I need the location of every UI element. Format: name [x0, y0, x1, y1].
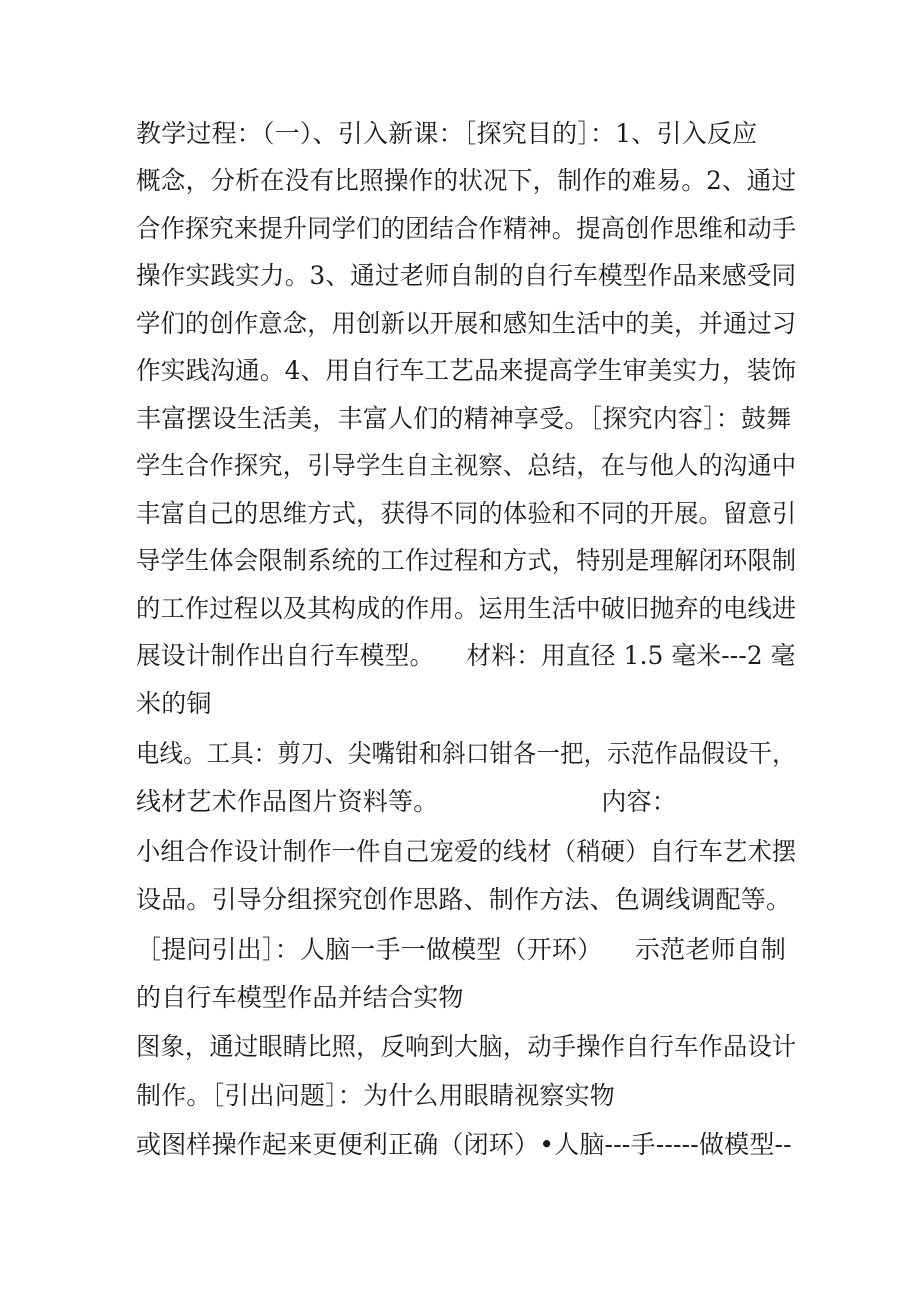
text-line: 的自行车模型作品并结合实物	[136, 983, 464, 1012]
text-line: ［提问引出］：人脑一手一做模型（开环） 示范老师自制	[136, 935, 787, 964]
text-line: 合作探究来提升同学们的团结合作精神。提高创作思维和动手	[136, 214, 797, 243]
text-line: 丰富自己的思维方式，获得不同的体验和不同的开展。留意引	[136, 499, 797, 528]
text-line: 展设计制作出自行车模型。 材料：用直径 1.5 毫米---2 毫	[136, 641, 796, 670]
text-line: 学们的创作意念，用创新以开展和感知生活中的美，并通过习	[136, 309, 797, 338]
text-line: 作实践沟通。4、用自行车工艺品来提高学生审美实力，装饰	[136, 356, 797, 385]
text-line: 图象，通过眼睛比照，反响到大脑，动手操作自行车作品设计	[136, 1032, 797, 1061]
text-line: 米的铜	[136, 689, 212, 718]
text-line: 制作。［引出问题］：为什么用眼睛视察实物	[136, 1081, 616, 1110]
text-line: 教学过程：（一）、引入新课：［探究目的］：1、引入反应	[136, 119, 758, 148]
text-line: 学生合作探究，引导学生自主视察、总结，在与他人的沟通中	[136, 451, 797, 480]
text-line: 的工作过程以及其构成的作用。运用生活中破旧抛弃的电线进	[136, 594, 797, 623]
text-line: 电线。工具：剪刀、尖嘴钳和斜口钳各一把，示范作品假设干，	[136, 739, 796, 768]
text-line: 操作实践实力。3、通过老师自制的自行车模型作品来感受同	[136, 261, 797, 290]
text-line: 丰富摆设生活美，丰富人们的精神享受。［探究内容］：鼓舞	[136, 404, 792, 433]
text-line: 设品。引导分组探究创作思路、制作方法、色调线调配等。	[136, 885, 792, 914]
text-line: 线材艺术作品图片资料等。 内容：	[136, 787, 677, 816]
text-line: 小组合作设计制作一件自己宠爱的线材（稍硬）自行车艺术摆	[136, 837, 797, 866]
text-line: 导学生体会限制系统的工作过程和方式，特别是理解闭环限制	[136, 546, 797, 575]
text-line: 概念，分析在没有比照操作的状况下，制作的难易。2、通过	[136, 166, 797, 195]
text-line: 或图样操作起来更便利正确（闭环）•人脑---手-----做模型--	[136, 1130, 792, 1159]
